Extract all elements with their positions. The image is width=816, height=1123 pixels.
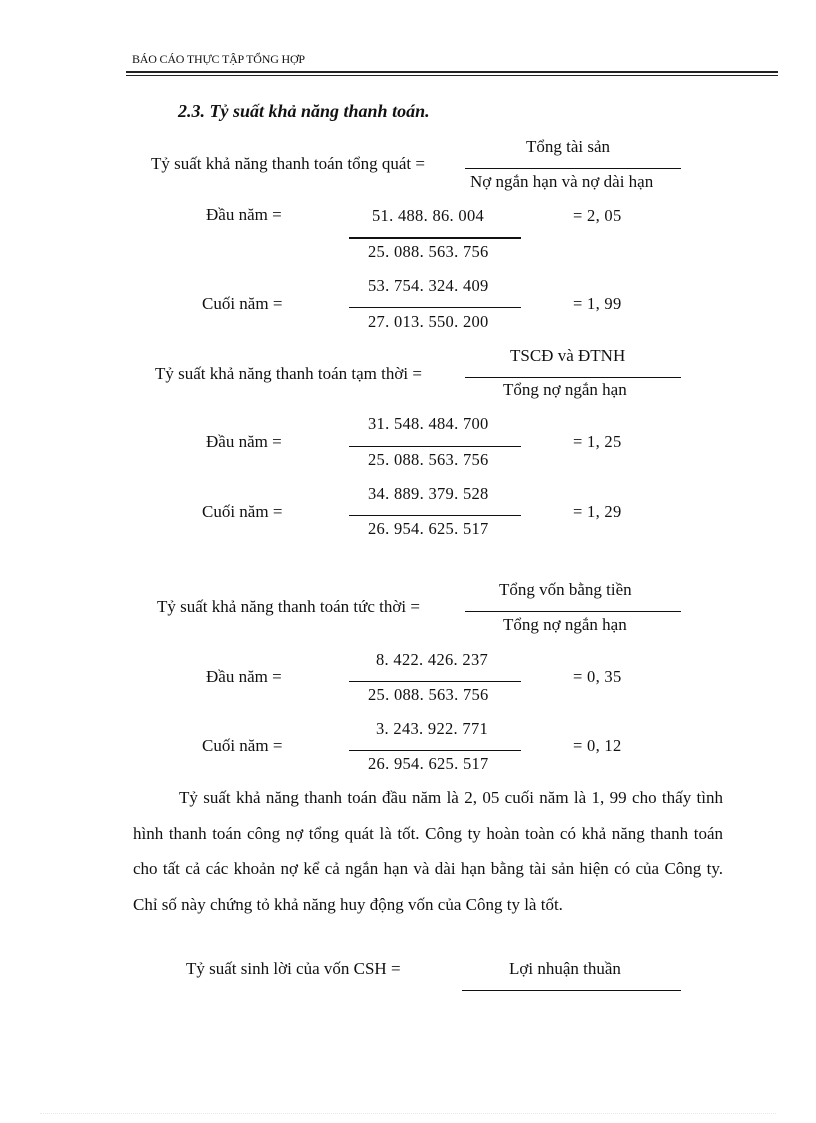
temporary-ratio-denominator: Tổng nợ ngắn hạn — [503, 380, 627, 399]
general-ratio-label: Tỷ suất khả năng thanh toán tổng quát = — [151, 154, 425, 173]
immediate-ratio-label: Tỷ suất khả năng thanh toán tức thời = — [157, 597, 420, 616]
header-rule-thin — [126, 75, 778, 76]
immediate-end-numerator: 3. 243. 922. 771 — [376, 719, 489, 738]
immediate-end-denominator: 26. 954. 625. 517 — [368, 754, 489, 773]
section-title: 2.3. Tỷ suất khả năng thanh toán. — [178, 101, 430, 121]
general-start-result: = 2, 05 — [573, 206, 622, 225]
general-ratio-numerator: Tổng tài sản — [526, 137, 611, 156]
temporary-start-denominator: 25. 088. 563. 756 — [368, 450, 489, 469]
general-start-denominator: 25. 088. 563. 756 — [368, 242, 489, 261]
header-rule-thick — [126, 71, 778, 73]
immediate-end-fraction-bar — [349, 750, 521, 751]
immediate-start-result: = 0, 35 — [573, 667, 622, 686]
page-bottom-edge — [40, 1113, 776, 1114]
immediate-start-fraction-bar — [349, 681, 521, 682]
immediate-end-result: = 0, 12 — [573, 736, 622, 755]
general-start-numerator: 51. 488. 86. 004 — [372, 206, 485, 225]
temporary-ratio-numerator: TSCĐ và ĐTNH — [510, 346, 626, 365]
profitability-ratio-fraction-bar — [462, 990, 681, 991]
temporary-start-result: = 1, 25 — [573, 432, 622, 451]
temporary-end-fraction-bar — [349, 515, 521, 516]
profitability-ratio-label: Tỷ suất sinh lời của vốn CSH = — [186, 959, 401, 978]
temporary-end-denominator: 26. 954. 625. 517 — [368, 519, 489, 538]
temporary-end-label: Cuối năm = — [202, 502, 283, 521]
general-start-label: Đầu năm = — [206, 205, 282, 224]
general-ratio-denominator: Nợ ngắn hạn và nợ dài hạn — [470, 172, 654, 191]
immediate-ratio-denominator: Tổng nợ ngắn hạn — [503, 615, 627, 634]
header-title: BÁO CÁO THỰC TẬP TỔNG HỢP — [132, 52, 305, 66]
immediate-start-label: Đầu năm = — [206, 667, 282, 686]
temporary-end-result: = 1, 29 — [573, 502, 622, 521]
immediate-start-numerator: 8. 422. 426. 237 — [376, 650, 489, 669]
general-start-fraction-bar — [349, 237, 521, 239]
general-end-fraction-bar — [349, 307, 521, 308]
immediate-ratio-fraction-bar — [465, 611, 681, 612]
immediate-start-denominator: 25. 088. 563. 756 — [368, 685, 489, 704]
temporary-start-fraction-bar — [349, 446, 521, 447]
analysis-paragraph-text: Tỷ suất khả năng thanh toán đầu năm là 2, 05 cuối năm là 1, 99 cho thấy tình hình thanh toán công nợ tổng quát là tốt. Công ty hoàn toàn có khả năng thanh toán cho tất cả các khoản nợ kể cả ngắn hạn và dài hạn bằng tài sản hiện có của Công ty. Chỉ số này chứng tỏ khả năng huy động vốn của Công ty là tốt. — [133, 788, 723, 914]
general-end-numerator: 53. 754. 324. 409 — [368, 276, 489, 295]
temporary-end-numerator: 34. 889. 379. 528 — [368, 484, 489, 503]
analysis-paragraph — [133, 780, 723, 922]
temporary-start-numerator: 31. 548. 484. 700 — [368, 414, 489, 433]
general-end-label: Cuối năm = — [202, 294, 283, 313]
general-end-denominator: 27. 013. 550. 200 — [368, 312, 489, 331]
temporary-ratio-fraction-bar — [465, 377, 681, 378]
immediate-ratio-numerator: Tổng vốn bằng tiền — [499, 580, 632, 599]
general-end-result: = 1, 99 — [573, 294, 622, 313]
temporary-ratio-label: Tỷ suất khả năng thanh toán tạm thời = — [155, 364, 422, 383]
general-ratio-fraction-bar — [465, 168, 681, 169]
temporary-start-label: Đầu năm = — [206, 432, 282, 451]
profitability-ratio-numerator: Lợi nhuận thuần — [509, 959, 621, 978]
immediate-end-label: Cuối năm = — [202, 736, 283, 755]
